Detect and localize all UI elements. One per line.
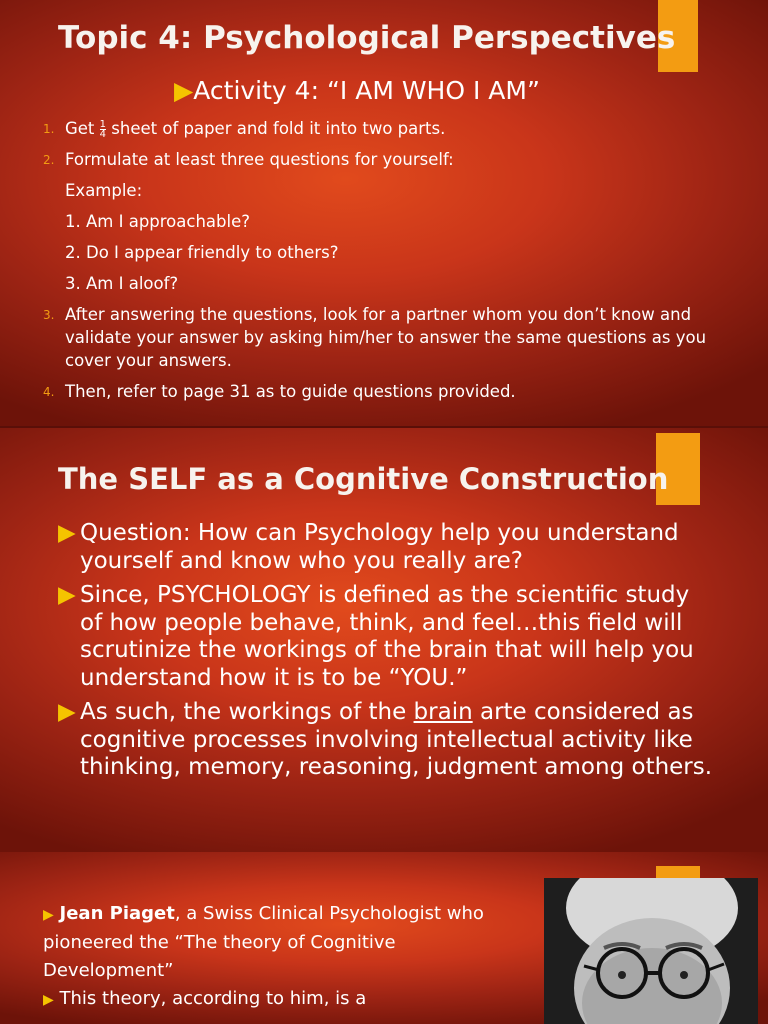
slide-2-title: The SELF as a Cognitive Construction (58, 462, 669, 496)
step-text: Then, refer to page 31 as to guide questions provided. (65, 382, 516, 401)
triangle-bullet-icon: ▶ (58, 582, 76, 608)
triangle-bullet-icon: ▶ (58, 699, 76, 725)
slide-1 (0, 0, 768, 426)
bullet-item (43, 900, 503, 985)
step-text: After answering the questions, look for a partner whom you don’t know and validate your answer by asking him/her to answer the same questions as you cover your answers. (65, 305, 707, 370)
step-item (43, 380, 733, 403)
bold-name: Jean Piaget (59, 903, 175, 924)
fraction-denominator: 4 (99, 129, 107, 140)
step-number: 3. (43, 308, 55, 322)
bullet-text: This theory, according to him, is a (59, 988, 367, 1009)
step-number: 1. (43, 122, 55, 136)
step-text: Get (65, 119, 100, 138)
activity-steps (43, 117, 733, 403)
bullet-text: As such, the workings of the (80, 699, 414, 725)
step-number: 2. (43, 153, 55, 167)
example-item: 2. Do I appear friendly to others? (65, 243, 339, 262)
step-text: Formulate at least three questions for yourself: (65, 150, 454, 169)
bullet-text: Since, PSYCHOLOGY is defined as the scientific study of how people behave, think, and feel…this field will scrutinize the workings of the brain that will help you understand how it is to be “YOU.” (80, 582, 694, 691)
portrait-photo (544, 878, 758, 1024)
step-item (43, 303, 733, 372)
portrait-image (544, 878, 758, 1024)
triangle-bullet-icon: ▶ (43, 907, 54, 923)
bullet-item (58, 582, 718, 692)
example-item: 1. Am I approachable? (65, 212, 250, 231)
triangle-bullet-icon: ▶ (174, 76, 194, 105)
activity-subtitle-text: Activity 4: “I AM WHO I AM” (193, 76, 540, 105)
step-item (43, 117, 733, 140)
bullet-list (43, 900, 503, 1014)
bullet-item (58, 699, 718, 782)
slide-1-title: Topic 4: Psychological Perspectives (58, 20, 676, 56)
slide-2 (0, 428, 768, 852)
example-label: Example: (65, 181, 143, 200)
bullet-text: , a Swiss Clinical Psychologist who pioneered the “The theory of Cognitive Development” (43, 903, 484, 981)
slide-3 (0, 852, 768, 1024)
bullet-item (43, 985, 503, 1014)
step-number: 4. (43, 385, 55, 399)
fraction-numerator: 1 (99, 119, 107, 130)
bullet-text: arte considered as cognitive processes involving intellectual activity like thinking, memory, reasoning, judgment among others. (80, 699, 713, 780)
triangle-bullet-icon: ▶ (58, 520, 76, 546)
step-text: sheet of paper and fold it into two parts. (106, 119, 446, 138)
bullet-list (58, 520, 718, 782)
example-item: 3. Am I aloof? (65, 274, 179, 293)
bullet-text: Question: How can Psychology help you understand yourself and know who you really are? (80, 520, 679, 574)
triangle-bullet-icon: ▶ (43, 992, 54, 1008)
underlined-word: brain (413, 699, 473, 725)
bullet-item (58, 520, 718, 575)
activity-subtitle (174, 76, 540, 105)
step-item (43, 148, 733, 171)
